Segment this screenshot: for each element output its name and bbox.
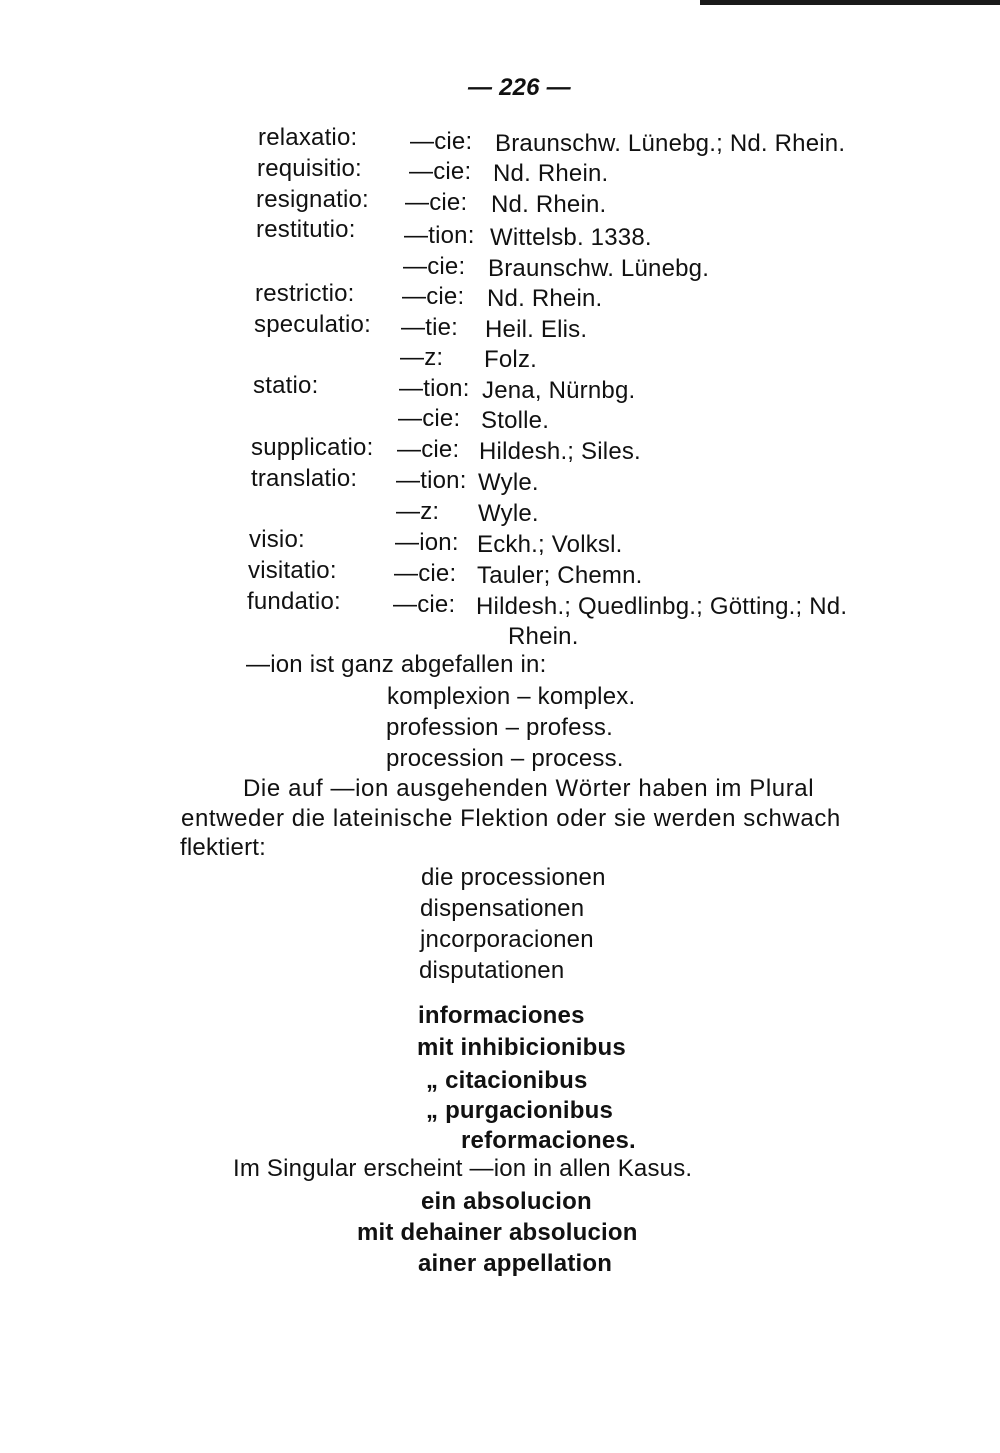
entry-sources: Wittelsb. 1338. xyxy=(490,224,652,251)
entry-sources: Folz. xyxy=(484,346,538,373)
entry-suffix: —tion: xyxy=(399,375,470,402)
plural-example: informaciones xyxy=(418,1002,585,1029)
page-number: — 226 — xyxy=(468,74,571,101)
example-line: profession – profess. xyxy=(386,714,613,741)
entry-sources: Hildesh.; Siles. xyxy=(479,438,641,465)
entry-term: visio: xyxy=(249,526,305,553)
plural-example: die processionen xyxy=(421,864,606,891)
entry-term: supplicatio: xyxy=(251,434,374,461)
entry-sources-continuation: Rhein. xyxy=(508,623,579,650)
entry-suffix: —cie: xyxy=(409,158,472,185)
plural-example: jncorporacionen xyxy=(420,926,594,953)
scan-edge-rule xyxy=(700,0,1000,5)
plural-example: disputationen xyxy=(419,957,565,984)
entry-term: translatio: xyxy=(251,465,358,492)
section-intro: —ion ist ganz abgefallen in: xyxy=(246,651,547,678)
entry-suffix: —ion: xyxy=(395,529,459,556)
entry-suffix: —tion: xyxy=(396,467,467,494)
entry-sources: Heil. Elis. xyxy=(485,316,588,343)
entry-suffix: —cie: xyxy=(410,128,473,155)
entry-suffix: —cie: xyxy=(393,591,456,618)
entry-term: relaxatio: xyxy=(258,124,358,151)
singular-example: mit dehainer absolucion xyxy=(357,1219,638,1246)
entry-suffix: —cie: xyxy=(397,436,460,463)
entry-term: restitutio: xyxy=(256,216,356,243)
entry-sources: Tauler; Chemn. xyxy=(477,562,643,589)
paragraph-line: Die auf —ion ausgehenden Wörter haben im Plural xyxy=(243,775,815,802)
entry-term: resignatio: xyxy=(256,186,369,213)
plural-example: reformaciones. xyxy=(461,1127,636,1154)
singular-example: ein absolucion xyxy=(421,1188,592,1215)
entry-suffix: —z: xyxy=(400,344,444,371)
paragraph-line: flektiert: xyxy=(180,834,267,861)
entry-suffix: —tie: xyxy=(401,314,459,341)
entry-sources: Stolle. xyxy=(481,407,550,434)
entry-sources: Wyle. xyxy=(478,500,539,527)
plural-example: „ citacionibus xyxy=(426,1067,588,1094)
entry-suffix: —z: xyxy=(396,498,440,525)
plural-example: mit inhibicionibus xyxy=(417,1034,626,1061)
paragraph-line: entweder die lateinische Flektion oder sie werden schwach xyxy=(181,805,841,832)
entry-sources: Hildesh.; Quedlinbg.; Götting.; Nd. xyxy=(476,593,848,620)
entry-suffix: —cie: xyxy=(402,283,465,310)
entry-sources: Braunschw. Lünebg. xyxy=(488,255,710,282)
entry-suffix: —cie: xyxy=(403,253,466,280)
example-line: procession – process. xyxy=(386,745,624,772)
entry-term: requisitio: xyxy=(257,155,362,182)
plural-example: dispensationen xyxy=(420,895,585,922)
entry-suffix: —cie: xyxy=(398,405,461,432)
entry-suffix: —tion: xyxy=(404,222,475,249)
entry-term: fundatio: xyxy=(247,588,341,615)
entry-term: statio: xyxy=(253,372,319,399)
entry-sources: Jena, Nürnbg. xyxy=(482,377,636,404)
section-intro: Im Singular erscheint —ion in allen Kasus. xyxy=(233,1155,693,1182)
example-line: komplexion – komplex. xyxy=(387,683,636,710)
entry-term: restrictio: xyxy=(255,280,355,307)
entry-term: speculatio: xyxy=(254,311,371,338)
singular-example: ainer appellation xyxy=(418,1250,613,1277)
entry-sources: Eckh.; Volksl. xyxy=(477,531,623,558)
entry-sources: Braunschw. Lünebg.; Nd. Rhein. xyxy=(495,130,846,157)
entry-sources: Nd. Rhein. xyxy=(487,285,603,312)
entry-sources: Nd. Rhein. xyxy=(491,191,607,218)
plural-example: „ purgacionibus xyxy=(426,1097,614,1124)
entry-suffix: —cie: xyxy=(394,560,457,587)
entry-sources: Wyle. xyxy=(478,469,539,496)
entry-sources: Nd. Rhein. xyxy=(493,160,609,187)
entry-term: visitatio: xyxy=(248,557,337,584)
entry-suffix: —cie: xyxy=(405,189,468,216)
